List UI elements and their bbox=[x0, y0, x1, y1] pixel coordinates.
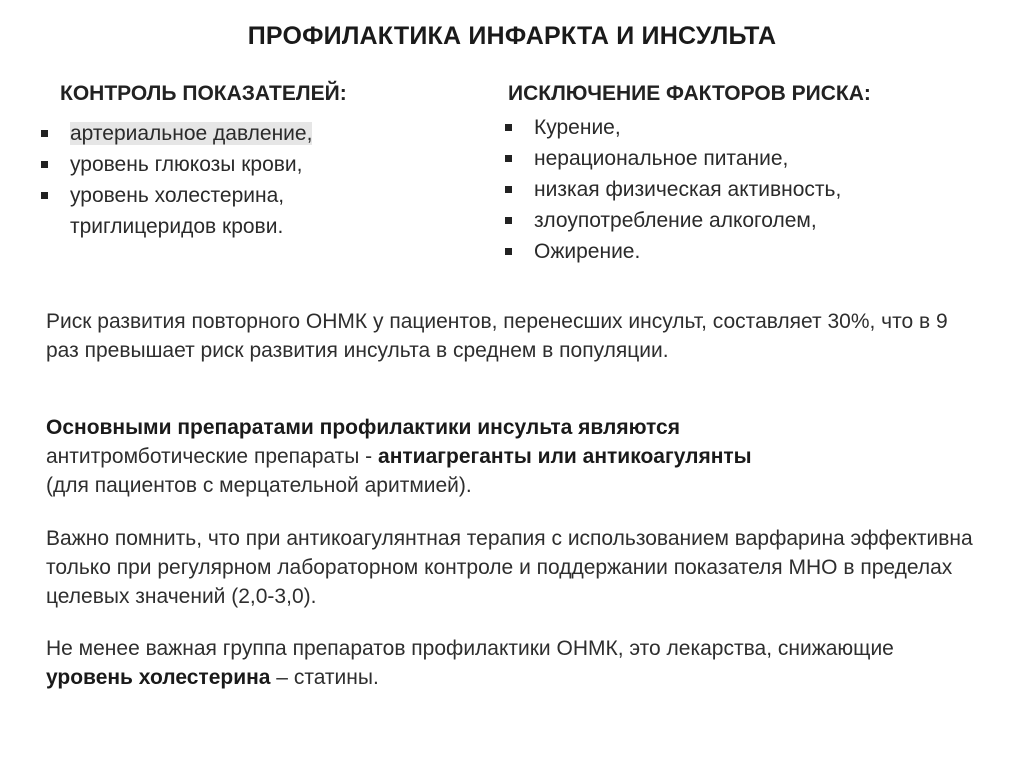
square-bullet-icon bbox=[41, 161, 48, 168]
warfarin-paragraph: Важно помнить, что при антикоагулянтная терапия с использованием варфарина эффективна только при регулярном лабораторном контроле и поддержании показателя МНО в пределах целевых значений (2,0-3,0). bbox=[46, 527, 973, 608]
right-column-heading: ИСКЛЮЧЕНИЕ ФАКТОРОВ РИСКА: bbox=[508, 82, 871, 105]
statins-bold-text: уровень холестерина bbox=[46, 666, 271, 689]
list-item-text: уровень холестерина, bbox=[70, 184, 285, 207]
list-item-text: уровень глюкозы крови, bbox=[70, 153, 303, 176]
main-drugs-paragraph bbox=[46, 413, 981, 500]
recurrence-risk-paragraph: Риск развития повторного ОНМК у пациентов, перенесших инсульт, составляет 30%, что в 9 раз превышает риск развития инсульта в среднем в популяции. bbox=[46, 310, 948, 362]
list-item-text: артериальное давление, bbox=[70, 122, 313, 145]
list-item-text: Ожирение. bbox=[534, 240, 641, 263]
statins-paragraph bbox=[46, 634, 981, 692]
list-item bbox=[36, 149, 456, 180]
list-item-continuation: триглицеридов крови. bbox=[70, 215, 284, 238]
statins-text: Не менее важная группа препаратов профилактики ОНМК, это лекарства, снижающие bbox=[46, 637, 894, 660]
statins-tail: – статины. bbox=[270, 666, 379, 689]
list-item bbox=[36, 118, 456, 149]
square-bullet-icon bbox=[505, 155, 512, 162]
list-item-text: злоупотребление алкоголем, bbox=[534, 209, 817, 232]
list-item bbox=[36, 180, 456, 242]
list-item bbox=[500, 143, 970, 174]
list-item-text: Курение, bbox=[534, 116, 621, 139]
square-bullet-icon bbox=[505, 217, 512, 224]
main-drugs-text: антитромботические препараты - bbox=[46, 445, 379, 468]
page-title: ПРОФИЛАКТИКА ИНФАРКТА И ИНСУЛЬТА bbox=[247, 22, 777, 50]
risk-factors-list bbox=[500, 112, 970, 267]
square-bullet-icon bbox=[505, 124, 512, 131]
list-item bbox=[500, 174, 970, 205]
list-item bbox=[500, 236, 970, 267]
list-item bbox=[500, 205, 970, 236]
square-bullet-icon bbox=[41, 192, 48, 199]
main-drugs-bold-text: Основными препаратами профилактики инсульта являются bbox=[46, 416, 680, 439]
square-bullet-icon bbox=[505, 248, 512, 255]
square-bullet-icon bbox=[41, 130, 48, 137]
indicators-list bbox=[36, 118, 456, 242]
left-column-heading: КОНТРОЛЬ ПОКАЗАТЕЛЕЙ: bbox=[60, 82, 347, 105]
list-item-text: нерациональное питание, bbox=[534, 147, 789, 170]
list-item bbox=[500, 112, 970, 143]
main-drugs-bold-text-2: антиагреганты или антикоагулянты bbox=[378, 445, 752, 468]
list-item-text: низкая физическая активность, bbox=[534, 178, 842, 201]
main-drugs-tail: (для пациентов с мерцательной аритмией). bbox=[46, 474, 472, 497]
square-bullet-icon bbox=[505, 186, 512, 193]
